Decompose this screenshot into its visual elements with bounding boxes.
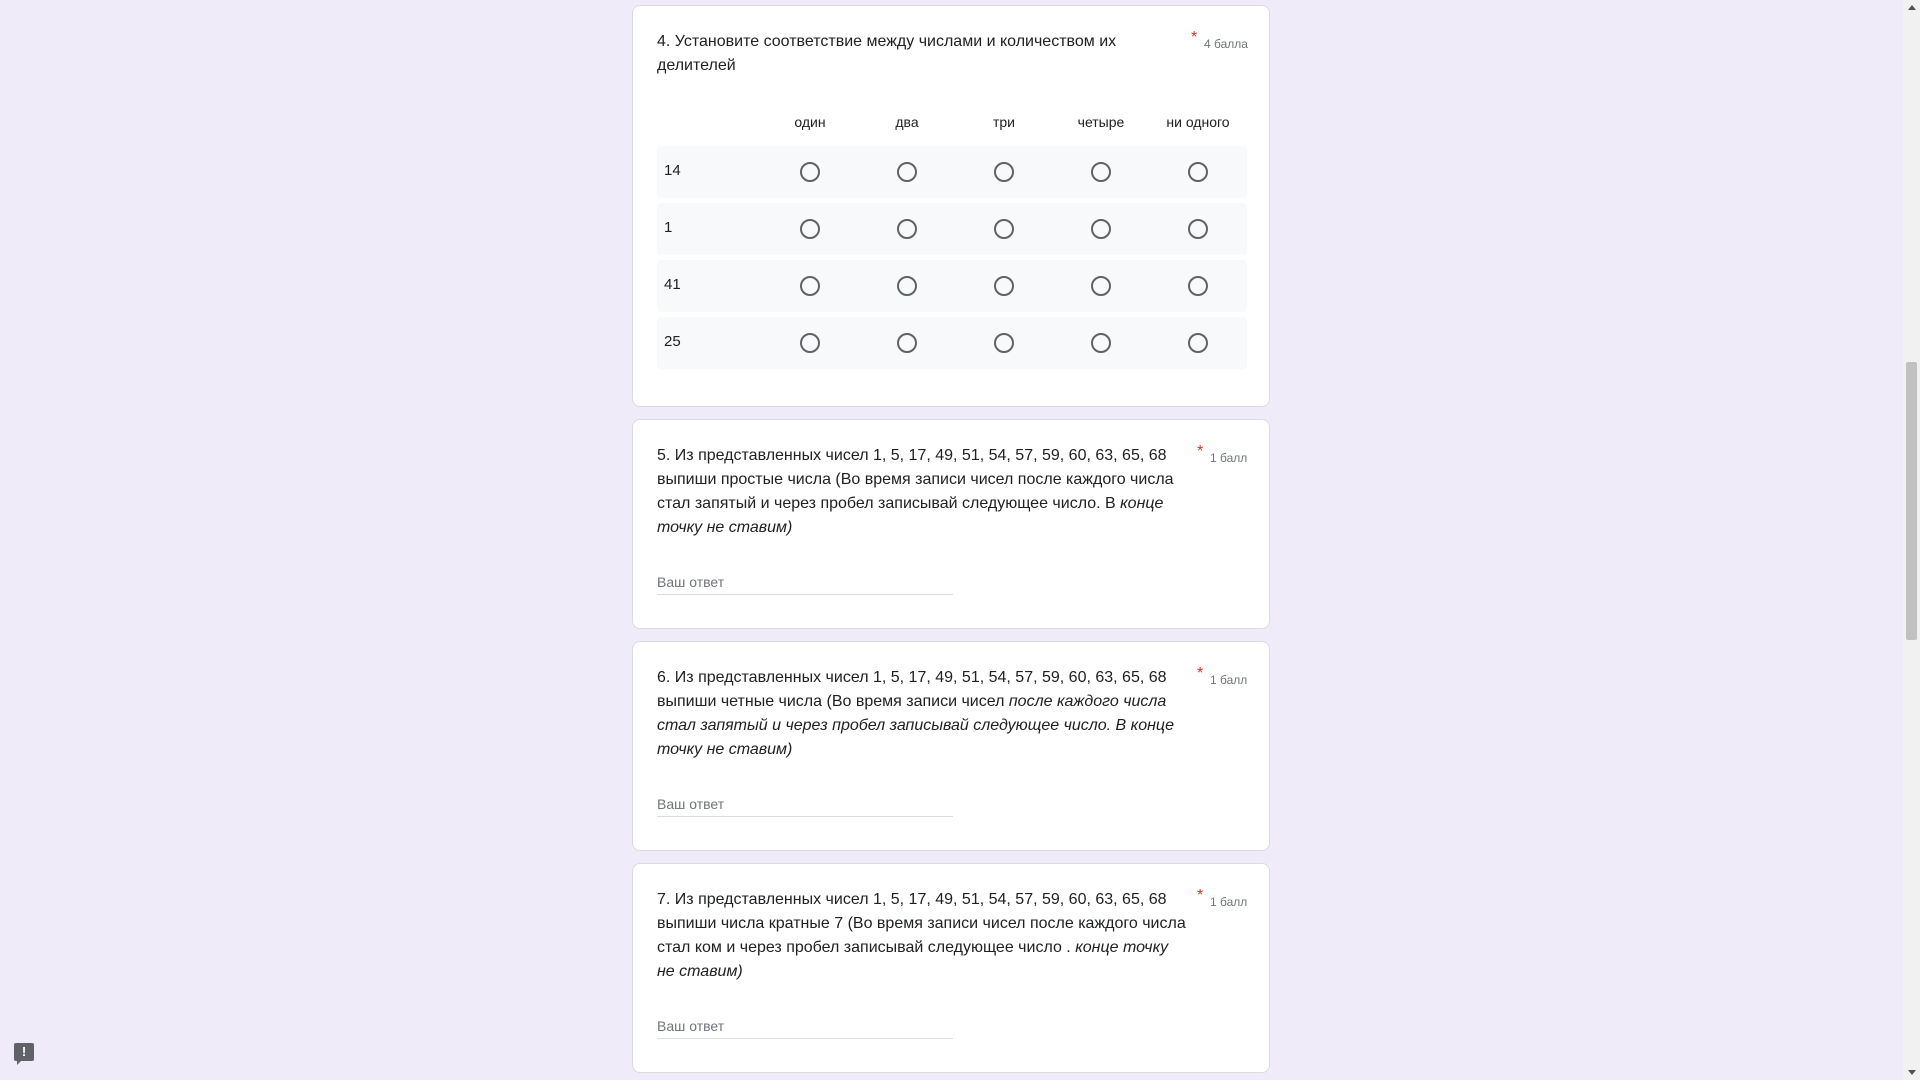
question-title-italic: конце точку не ставим) [657,939,1169,980]
grid-radio[interactable] [994,162,1014,182]
exclamation-feedback-icon[interactable]: ! [14,1043,34,1061]
answer-input[interactable] [657,792,953,817]
required-asterisk: * [1191,29,1198,46]
answer-input[interactable] [657,570,953,595]
grid-row [657,317,1247,369]
grid-radio[interactable] [994,219,1014,239]
grid-column-label: ни одного [1166,114,1230,130]
grid-radio[interactable] [1188,162,1208,182]
question-card-6 [632,641,1270,851]
question-card-7 [632,863,1270,1073]
question-title [657,888,1187,984]
question-title [657,444,1187,540]
grid-radio[interactable] [800,162,820,182]
question-title-text: 6. Из представленных чисел 1, 5, 17, 49, 51, 54, 57, 59, 60, 63, 65, 68 выпиши четные числа (Во время записи чисел [657,669,1167,710]
points-label: 1 балл [1210,451,1248,465]
question-title [657,666,1187,762]
grid-radio[interactable] [800,333,820,353]
required-asterisk: * [1197,443,1204,460]
grid-row-label: 14 [664,162,681,179]
grid-radio[interactable] [1091,333,1111,353]
grid-column-label: четыре [1077,114,1125,130]
question-card-4 [632,5,1270,407]
grid-radio[interactable] [897,162,917,182]
required-asterisk: * [1197,887,1204,904]
grid-radio[interactable] [800,276,820,296]
question-title-italic: конце точку не ставим) [657,495,1164,536]
scrollbar[interactable] [1903,0,1920,1080]
grid-radio[interactable] [1091,162,1111,182]
required-asterisk: * [1197,665,1204,682]
grid-radio[interactable] [897,276,917,296]
grid-row-label: 41 [664,276,681,293]
points-label: 4 балла [1204,37,1248,51]
points-label: 1 балл [1210,673,1248,687]
grid-radio[interactable] [1188,333,1208,353]
grid-row-label: 1 [664,219,673,236]
grid-column-label: два [895,114,919,130]
grid-radio[interactable] [994,333,1014,353]
grid-radio[interactable] [897,333,917,353]
question-title-text: 5. Из представленных чисел 1, 5, 17, 49, 51, 54, 57, 59, 60, 63, 65, 68 выпиши простые числа (Во время записи чисел после каждого числа стал запятый и через пробел записывай следующее число. В [657,447,1174,512]
grid-row [657,260,1247,312]
grid-column-label: один [794,114,826,130]
grid-column-label: три [992,114,1016,130]
grid-column-headers [657,114,1247,138]
grid-row-label: 25 [664,333,681,350]
grid-radio[interactable] [1188,276,1208,296]
question-title-italic: после каждого числа стал запятый и через пробел записывай следующее число. В конце точку не ставим) [657,693,1174,758]
question-title: 4. Установите соответствие между числами и количеством их делителей [657,33,1117,74]
points-label: 1 балл [1210,895,1248,909]
grid-radio[interactable] [994,276,1014,296]
grid-row [657,203,1247,255]
question-card-5 [632,419,1270,629]
grid-radio[interactable] [800,219,820,239]
answer-input[interactable] [657,1014,953,1039]
scroll-down-icon[interactable] [1908,1070,1916,1075]
grid-row [657,146,1247,198]
question-title-text: 7. Из представленных чисел 1, 5, 17, 49, 51, 54, 57, 59, 60, 63, 65, 68 выпиши числа кратные 7 (Во время записи чисел после каждого числа стал ком и через пробел записывай следующее число . [657,891,1186,956]
scroll-up-icon[interactable] [1908,5,1916,10]
grid-radio[interactable] [1091,276,1111,296]
grid-radio[interactable] [1091,219,1111,239]
grid-radio[interactable] [897,219,917,239]
grid-radio[interactable] [1188,219,1208,239]
scrollbar-thumb[interactable] [1906,362,1917,640]
